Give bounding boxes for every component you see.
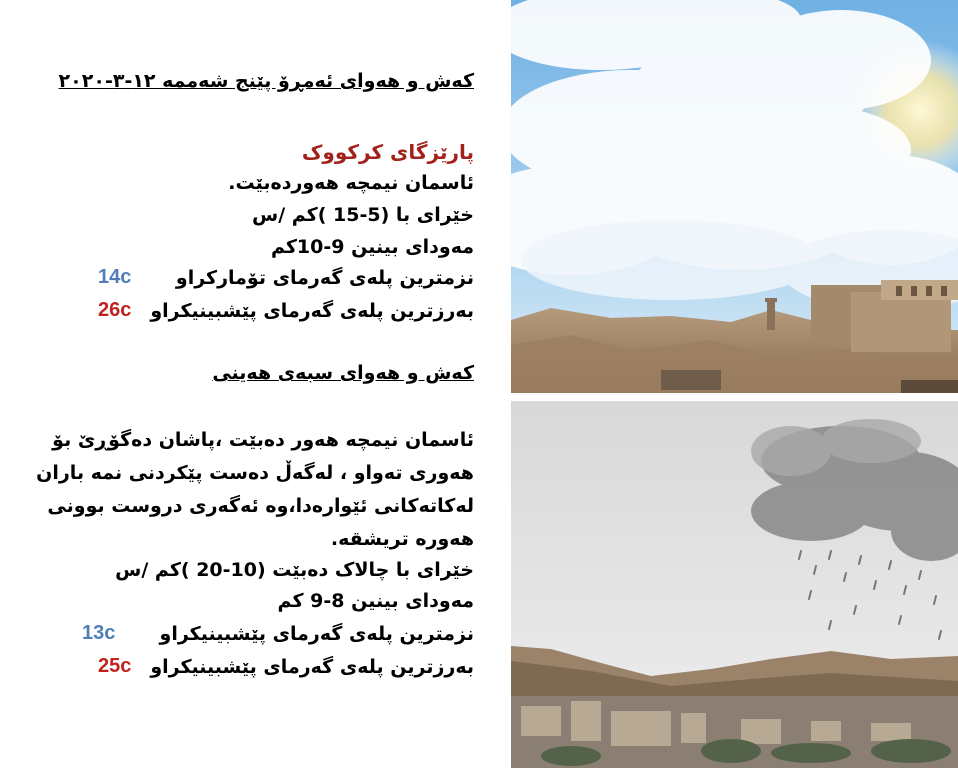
today-min-temp: 14c [98, 266, 132, 288]
tomorrow-line-5: خێرای با چالاک دەبێت (10-20 )کم /س [115, 559, 474, 581]
tomorrow-max-temp: 25c [98, 655, 132, 677]
tomorrow-max-label: بەرزترین پلەی گەرمای پێشبینیکراو [150, 656, 474, 678]
tomorrow-line-2: هەوری تەواو ، لەگەڵ دەست پێکردنی نمە باران [36, 462, 474, 484]
rain-cloud-photo [511, 401, 958, 768]
tomorrow-line-1: ئاسمان نیمچە هەور دەبێت ،پاشان دەگۆڕێ بۆ [52, 429, 474, 451]
tomorrow-min-temp: 13c [82, 622, 116, 644]
today-max-temp: 26c [98, 299, 132, 321]
tomorrow-line-4: هەورە تریشقە. [330, 528, 474, 550]
tomorrow-line-3: لەکاتەکانی ئێوارەدا،وە ئەگەری دروست بوونی [47, 495, 474, 517]
today-wind: خێرای با (5-15 )کم /س [252, 204, 474, 226]
today-min-label: نزمترین پلەی گەرمای تۆمارکراو [175, 267, 474, 289]
today-max-label: بەرزترین پلەی گەرمای پێشبینیکراو [150, 300, 474, 322]
tomorrow-line-6: مەودای بینین 8-9 کم [277, 590, 474, 612]
today-sky: ئاسمان نیمچە هەوردەبێت. [228, 172, 474, 194]
citadel-sky-photo [511, 0, 958, 393]
today-visibility: مەودای بینین 9-10کم [270, 236, 474, 258]
city-name: پارێزگای کرکووک [301, 140, 474, 164]
tomorrow-heading: کەش و هەوای سبەی هەینی [212, 362, 474, 384]
tomorrow-min-label: نزمترین پلەی گەرمای پێشبینیکراو [159, 623, 474, 645]
photo-divider [511, 393, 958, 401]
today-heading: کەش و هەوای ئەمڕۆ پێنج شەممە ١٢-٣-٢٠٢٠ [58, 70, 474, 92]
